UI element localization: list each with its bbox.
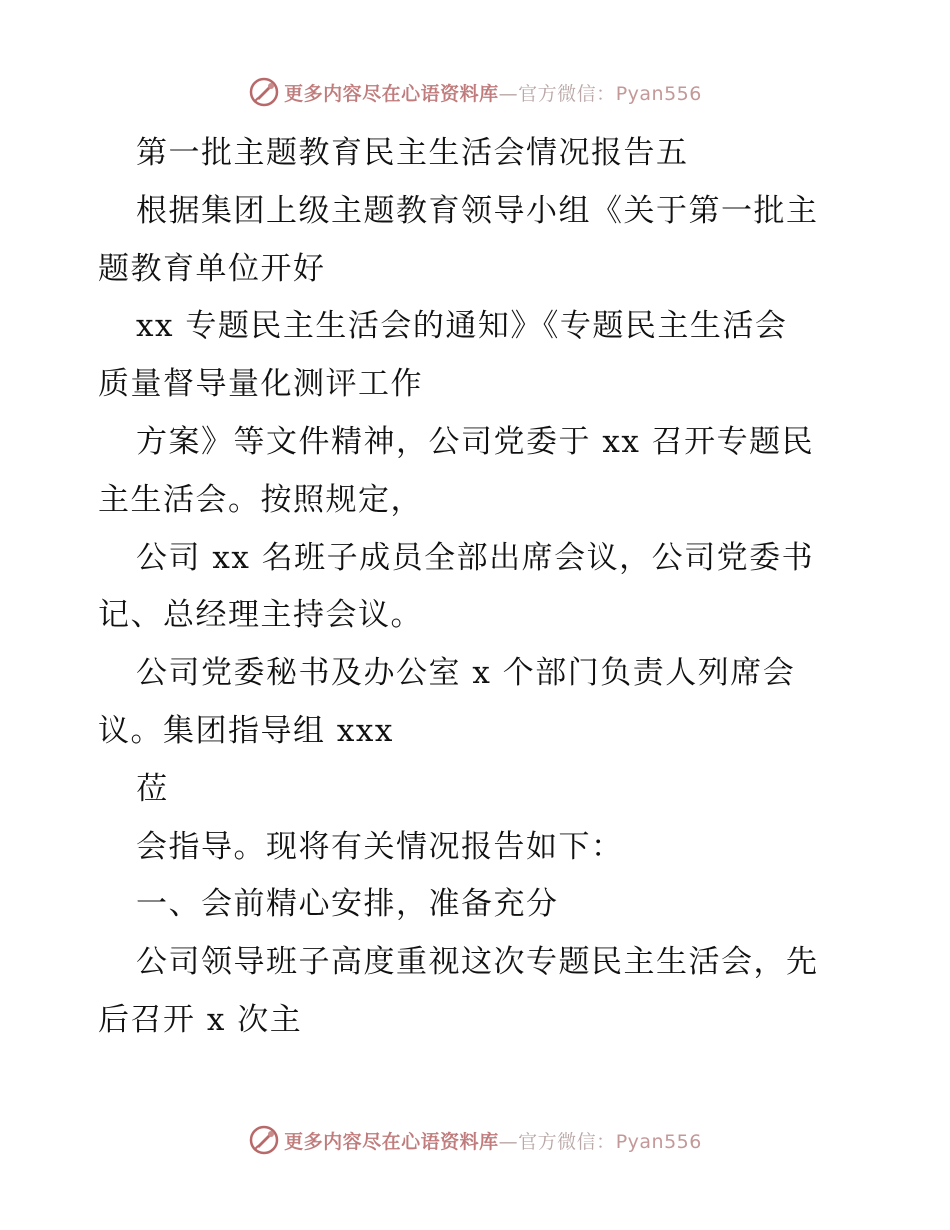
watermark-wechat-id: Pyan556 xyxy=(615,1130,702,1153)
text-line: 公司 xx 名班子成员全部出席会议，公司党委书 xyxy=(136,539,815,576)
quill-logo-icon xyxy=(248,1124,280,1156)
text-line: 记、总经理主持会议。 xyxy=(98,597,423,634)
text-line: 方案》等文件精神，公司党委于 xx 召开专题民 xyxy=(136,423,815,460)
text-line: 莅 xyxy=(136,770,169,807)
watermark-contact-label: —官方微信： xyxy=(498,82,616,105)
text-line: xx 专题民主生活会的通知》《专题民主生活会 xyxy=(136,308,788,345)
watermark-wechat-id: Pyan556 xyxy=(615,82,702,105)
text-line: 题教育单位开好 xyxy=(98,250,326,287)
watermark-brand: 更多内容尽在心语资料库 xyxy=(284,1130,499,1153)
footer-watermark xyxy=(0,1120,950,1160)
text-line: 议。集团指导组 xxx xyxy=(98,712,394,749)
text-line: 一、会前精心安排，准备充分 xyxy=(136,886,559,923)
text-line: 主生活会。按照规定， xyxy=(98,481,423,518)
document-body xyxy=(98,125,858,1050)
watermark-text xyxy=(284,1127,702,1154)
text-line: 第一批主题教育民主生活会情况报告五 xyxy=(136,135,689,171)
watermark-text xyxy=(284,79,702,106)
text-line: 公司领导班子高度重视这次专题民主生活会，先 xyxy=(136,944,819,981)
watermark-contact-label: —官方微信： xyxy=(498,1130,616,1153)
text-line: 质量督导量化测评工作 xyxy=(98,366,423,403)
text-line: 后召开 x 次主 xyxy=(98,1001,303,1038)
watermark-brand: 更多内容尽在心语资料库 xyxy=(284,82,499,105)
header-watermark xyxy=(0,72,950,112)
text-line: 会指导。现将有关情况报告如下： xyxy=(136,828,624,865)
text-line: 根据集团上级主题教育领导小组《关于第一批主 xyxy=(136,192,819,229)
text-line: 公司党委秘书及办公室 x 个部门负责人列席会 xyxy=(136,655,796,692)
quill-logo-icon xyxy=(248,76,280,108)
